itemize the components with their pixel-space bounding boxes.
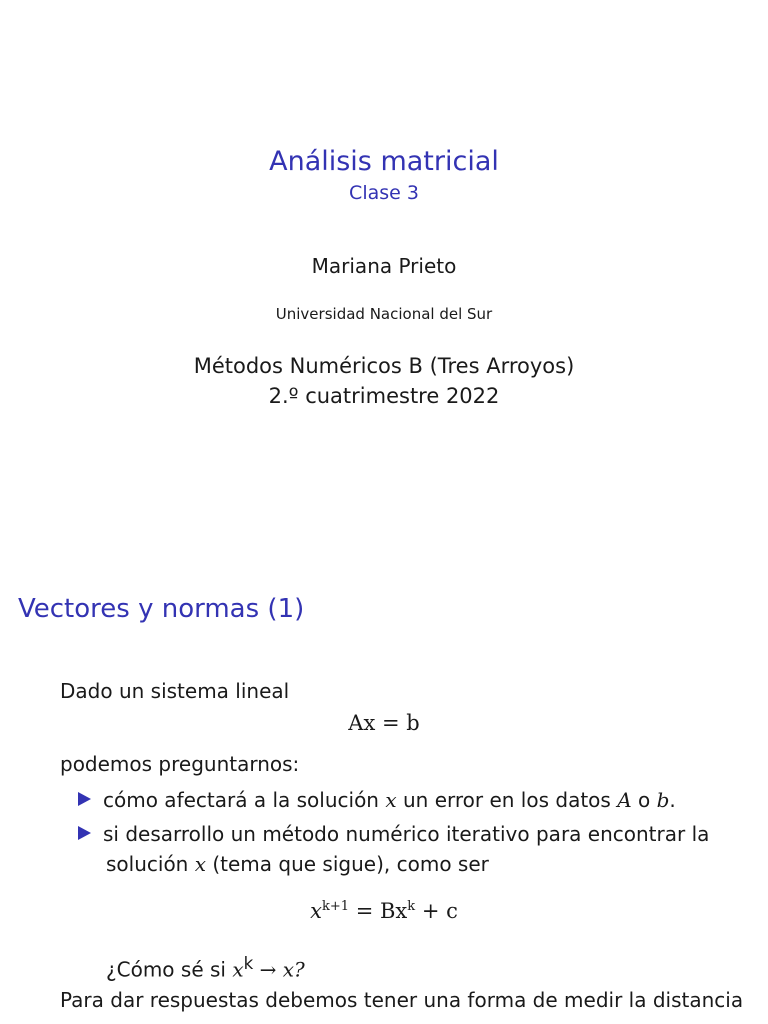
question-prefix: ¿Cómo sé si xyxy=(106,957,233,982)
question-base: x xyxy=(232,957,244,982)
bullet-2-line1: si desarrollo un método numérico iterativo para encontrar la xyxy=(103,822,710,846)
iteration-rhs-exp: k xyxy=(407,899,416,914)
term-date: 2.º cuatrimestre 2022 xyxy=(268,384,500,408)
equation-linear-system: Ax = b xyxy=(348,711,420,735)
bullet-1-middle: un error en los datos xyxy=(396,788,618,812)
iteration-lhs-exp: k+1 xyxy=(321,899,350,914)
question-exp: k xyxy=(243,954,254,973)
triangle-right-icon xyxy=(78,792,91,806)
triangle-right-icon xyxy=(78,826,91,840)
equation-iteration xyxy=(0,899,768,923)
bullet-1-conj: o xyxy=(631,788,657,812)
author-name: Mariana Prieto xyxy=(311,254,457,278)
bullet-2-line2-prefix: solución xyxy=(106,852,195,876)
presentation-title: Análisis matricial xyxy=(269,146,499,177)
bullet-1-prefix: cómo afectará a la solución xyxy=(103,788,386,812)
bullet-1-var-a: A xyxy=(617,788,632,812)
course-name: Métodos Numéricos B (Tres Arroyos) xyxy=(193,354,575,378)
iteration-tail: + c xyxy=(415,899,458,923)
bullet-1-suffix: . xyxy=(669,788,676,812)
institute-name: Universidad Nacional del Sur xyxy=(275,305,493,323)
content-slide xyxy=(0,576,768,1024)
closing-text: Para dar respuestas debemos tener una forma de medir la distancia xyxy=(60,988,744,1012)
intro-text: Dado un sistema lineal xyxy=(60,679,290,703)
bullet-2-continuation xyxy=(106,852,489,876)
bullet-1-var-b: b xyxy=(656,788,670,812)
convergence-question xyxy=(106,954,305,982)
bullet-2-line2-suffix: (tema que sigue), como ser xyxy=(206,852,489,876)
lead-in-text: podemos preguntarnos: xyxy=(60,752,300,776)
bullet-item-1 xyxy=(78,788,676,812)
iteration-eq: = Bx xyxy=(349,899,408,923)
bullet-item-2 xyxy=(78,822,709,846)
iteration-lhs-base: x xyxy=(310,899,322,923)
presentation-subtitle: Clase 3 xyxy=(349,182,419,204)
question-arrow: → x? xyxy=(253,957,305,982)
frame-title: Vectores y normas (1) xyxy=(18,594,305,624)
bullet-1-var-x: x xyxy=(385,788,397,812)
bullet-2-var-x: x xyxy=(194,852,206,876)
